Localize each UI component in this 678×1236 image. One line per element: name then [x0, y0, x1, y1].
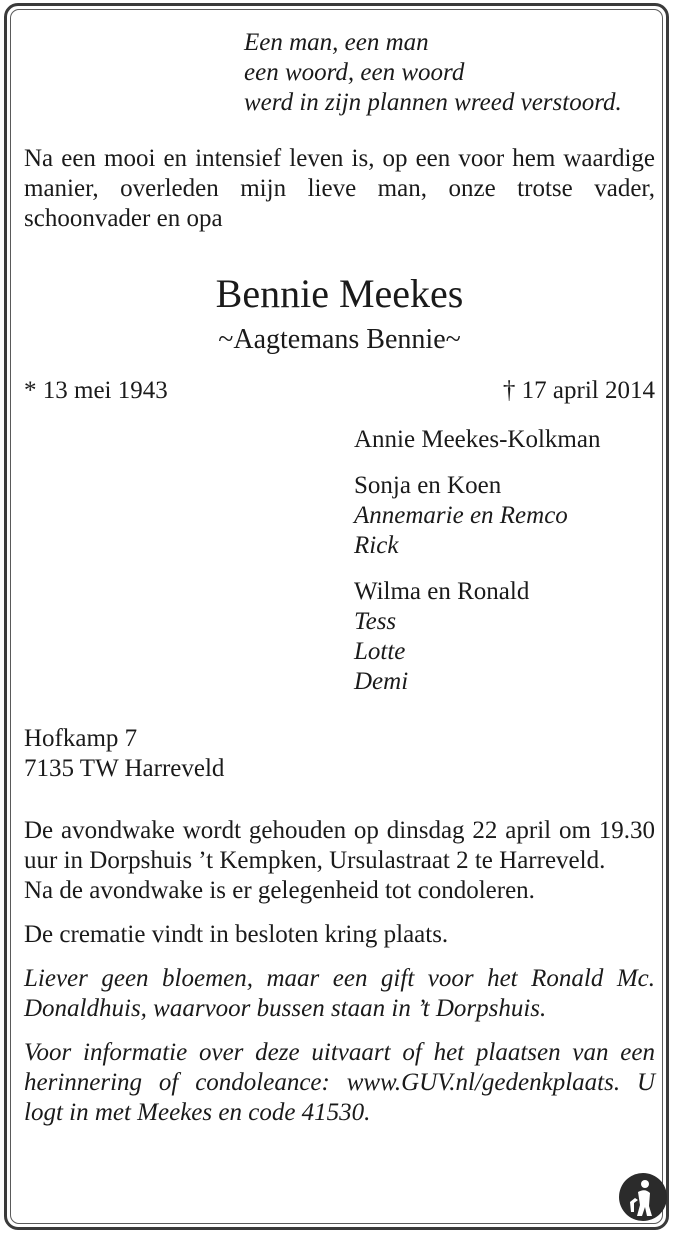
grandchild-name: Rick [354, 532, 399, 559]
family-list [354, 425, 655, 697]
poem-line: een woord, een woord [244, 59, 465, 86]
grandchild-name: Annemarie en Remco [354, 502, 568, 529]
spouse-name: Annie Meekes-Kolkman [354, 426, 601, 453]
birth-date: * 13 mei 1943 [24, 377, 168, 404]
children-names: Sonja en Koen [354, 472, 502, 499]
flowers-paragraph: Liever geen bloemen, maar een gift voor het Ronald Mc. Donaldhuis, waarvoor bussen staan in ’t Dorpshuis. [24, 965, 655, 1022]
address [24, 724, 655, 784]
death-date: † 17 april 2014 [502, 377, 655, 404]
deceased-nickname: ~Aagtemans Bennie~ [218, 324, 461, 355]
condolences-paragraph: Na de avondwake is er gelegenheid tot condoleren. [24, 877, 535, 904]
children-names: Wilma en Ronald [354, 578, 530, 605]
life-dates [24, 376, 655, 406]
grandchild-name: Tess [354, 608, 397, 635]
spouse [354, 425, 655, 455]
deceased-name: Bennie Meekes [215, 271, 464, 316]
poem-line: Een man, een man [244, 29, 429, 56]
family-group [354, 577, 655, 697]
info-paragraph: Voor informatie over deze uitvaart of het plaatsen van een herinnering of condoleance: www.GUV.nl/gedenkplaats. U logt in met Meekes en code 41530. [24, 1039, 655, 1126]
memorial-figure-icon [618, 1172, 668, 1222]
address-street: Hofkamp 7 [24, 725, 138, 752]
wake-paragraph: De avondwake wordt gehouden op dinsdag 22 april om 19.30 uur in Dorpshuis ’t Kempken, Ursulastraat 2 te Harreveld. [24, 817, 655, 874]
cremation-paragraph: De crematie vindt in besloten kring plaats. [24, 921, 449, 948]
family-group [354, 471, 655, 561]
grandchild-name: Demi [354, 668, 409, 695]
grandchild-name: Lotte [354, 638, 406, 665]
intro-text: Na een mooi en intensief leven is, op een voor hem waardige manier, overleden mijn lieve man, onze trotse vader, schoonvader en opa [24, 145, 655, 232]
address-city: 7135 TW Harreveld [24, 755, 225, 782]
poem-line: werd in zijn plannen wreed verstoord. [244, 89, 622, 116]
obituary-notice [24, 28, 655, 1128]
poem [244, 28, 655, 118]
